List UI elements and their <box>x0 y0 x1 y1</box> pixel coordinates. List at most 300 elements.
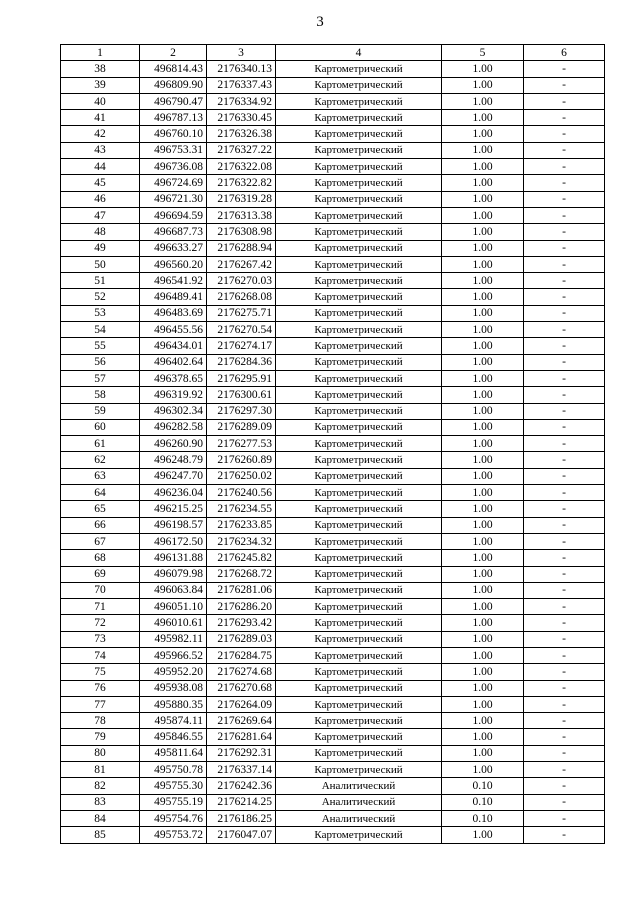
accuracy-cell: 1.00 <box>442 175 524 191</box>
note-cell: - <box>524 354 605 370</box>
table-row <box>61 631 605 647</box>
table-row <box>61 273 605 289</box>
y-coordinate-cell: 2176233.85 <box>207 517 276 533</box>
note-cell: - <box>524 289 605 305</box>
x-coordinate-cell: 496282.58 <box>140 419 207 435</box>
method-cell: Картометрический <box>276 745 442 761</box>
note-cell: - <box>524 713 605 729</box>
accuracy-cell: 1.00 <box>442 354 524 370</box>
x-coordinate-cell: 495753.72 <box>140 827 207 843</box>
point-number-cell: 56 <box>61 354 140 370</box>
x-coordinate-cell: 495938.08 <box>140 680 207 696</box>
x-coordinate-cell: 496172.50 <box>140 533 207 549</box>
accuracy-cell: 1.00 <box>442 207 524 223</box>
x-coordinate-cell: 496809.90 <box>140 77 207 93</box>
y-coordinate-cell: 2176245.82 <box>207 550 276 566</box>
method-cell: Картометрический <box>276 468 442 484</box>
point-number-cell: 79 <box>61 729 140 745</box>
note-cell: - <box>524 729 605 745</box>
point-number-cell: 65 <box>61 501 140 517</box>
note-cell: - <box>524 93 605 109</box>
method-cell: Картометрический <box>276 696 442 712</box>
table-row <box>61 713 605 729</box>
accuracy-cell: 1.00 <box>442 501 524 517</box>
y-coordinate-cell: 2176334.92 <box>207 93 276 109</box>
x-coordinate-cell: 496302.34 <box>140 403 207 419</box>
accuracy-cell: 1.00 <box>442 142 524 158</box>
note-cell: - <box>524 370 605 386</box>
note-cell: - <box>524 680 605 696</box>
table-row <box>61 485 605 501</box>
table-row <box>61 582 605 598</box>
note-cell: - <box>524 810 605 826</box>
accuracy-cell: 1.00 <box>442 713 524 729</box>
point-number-cell: 38 <box>61 61 140 77</box>
x-coordinate-cell: 496079.98 <box>140 566 207 582</box>
x-coordinate-cell: 496198.57 <box>140 517 207 533</box>
method-cell: Картометрический <box>276 305 442 321</box>
note-cell: - <box>524 827 605 843</box>
method-cell: Картометрический <box>276 403 442 419</box>
x-coordinate-cell: 496790.47 <box>140 93 207 109</box>
point-number-cell: 82 <box>61 778 140 794</box>
method-cell: Картометрический <box>276 599 442 615</box>
point-number-cell: 48 <box>61 224 140 240</box>
accuracy-cell: 1.00 <box>442 762 524 778</box>
method-cell: Картометрический <box>276 126 442 142</box>
coordinates-table <box>60 44 605 844</box>
note-cell: - <box>524 403 605 419</box>
x-coordinate-cell: 496010.61 <box>140 615 207 631</box>
note-cell: - <box>524 615 605 631</box>
x-coordinate-cell: 496051.10 <box>140 599 207 615</box>
method-cell: Картометрический <box>276 452 442 468</box>
method-cell: Картометрический <box>276 501 442 517</box>
table-row <box>61 110 605 126</box>
point-number-cell: 74 <box>61 647 140 663</box>
method-cell: Картометрический <box>276 207 442 223</box>
y-coordinate-cell: 2176292.31 <box>207 745 276 761</box>
y-coordinate-cell: 2176234.55 <box>207 501 276 517</box>
y-coordinate-cell: 2176270.54 <box>207 322 276 338</box>
column-header: 6 <box>524 45 605 61</box>
x-coordinate-cell: 495874.11 <box>140 713 207 729</box>
y-coordinate-cell: 2176330.45 <box>207 110 276 126</box>
point-number-cell: 66 <box>61 517 140 533</box>
point-number-cell: 44 <box>61 159 140 175</box>
table-row <box>61 93 605 109</box>
note-cell: - <box>524 61 605 77</box>
x-coordinate-cell: 496131.88 <box>140 550 207 566</box>
accuracy-cell: 1.00 <box>442 680 524 696</box>
x-coordinate-cell: 496724.69 <box>140 175 207 191</box>
point-number-cell: 58 <box>61 387 140 403</box>
page-number: 3 <box>316 14 324 30</box>
accuracy-cell: 1.00 <box>442 159 524 175</box>
accuracy-cell: 1.00 <box>442 631 524 647</box>
column-header: 2 <box>140 45 207 61</box>
note-cell: - <box>524 762 605 778</box>
table-row <box>61 566 605 582</box>
x-coordinate-cell: 496434.01 <box>140 338 207 354</box>
method-cell: Картометрический <box>276 175 442 191</box>
note-cell: - <box>524 696 605 712</box>
accuracy-cell: 1.00 <box>442 517 524 533</box>
table-row <box>61 370 605 386</box>
table-row <box>61 810 605 826</box>
y-coordinate-cell: 2176264.09 <box>207 696 276 712</box>
point-number-cell: 62 <box>61 452 140 468</box>
x-coordinate-cell: 495966.52 <box>140 647 207 663</box>
y-coordinate-cell: 2176270.68 <box>207 680 276 696</box>
x-coordinate-cell: 496694.59 <box>140 207 207 223</box>
y-coordinate-cell: 2176268.08 <box>207 289 276 305</box>
accuracy-cell: 1.00 <box>442 599 524 615</box>
note-cell: - <box>524 778 605 794</box>
point-number-cell: 46 <box>61 191 140 207</box>
method-cell: Картометрический <box>276 224 442 240</box>
x-coordinate-cell: 496402.64 <box>140 354 207 370</box>
table-row <box>61 159 605 175</box>
method-cell: Картометрический <box>276 713 442 729</box>
x-coordinate-cell: 495982.11 <box>140 631 207 647</box>
point-number-cell: 85 <box>61 827 140 843</box>
note-cell: - <box>524 485 605 501</box>
table-row <box>61 224 605 240</box>
table-row <box>61 827 605 843</box>
x-coordinate-cell: 496633.27 <box>140 240 207 256</box>
table-row <box>61 468 605 484</box>
note-cell: - <box>524 207 605 223</box>
accuracy-cell: 1.00 <box>442 61 524 77</box>
point-number-cell: 67 <box>61 533 140 549</box>
table-row <box>61 191 605 207</box>
table-row <box>61 354 605 370</box>
x-coordinate-cell: 495880.35 <box>140 696 207 712</box>
method-cell: Аналитический <box>276 778 442 794</box>
note-cell: - <box>524 126 605 142</box>
point-number-cell: 78 <box>61 713 140 729</box>
point-number-cell: 84 <box>61 810 140 826</box>
method-cell: Картометрический <box>276 142 442 158</box>
point-number-cell: 61 <box>61 436 140 452</box>
accuracy-cell: 1.00 <box>442 436 524 452</box>
x-coordinate-cell: 496378.65 <box>140 370 207 386</box>
x-coordinate-cell: 496541.92 <box>140 273 207 289</box>
table-row <box>61 305 605 321</box>
column-header: 1 <box>61 45 140 61</box>
point-number-cell: 42 <box>61 126 140 142</box>
method-cell: Картометрический <box>276 256 442 272</box>
point-number-cell: 53 <box>61 305 140 321</box>
y-coordinate-cell: 2176214.25 <box>207 794 276 810</box>
note-cell: - <box>524 273 605 289</box>
method-cell: Картометрический <box>276 680 442 696</box>
note-cell: - <box>524 110 605 126</box>
note-cell: - <box>524 338 605 354</box>
point-number-cell: 75 <box>61 664 140 680</box>
accuracy-cell: 1.00 <box>442 338 524 354</box>
accuracy-cell: 0.10 <box>442 778 524 794</box>
method-cell: Картометрический <box>276 729 442 745</box>
point-number-cell: 64 <box>61 485 140 501</box>
accuracy-cell: 1.00 <box>442 468 524 484</box>
x-coordinate-cell: 495952.20 <box>140 664 207 680</box>
y-coordinate-cell: 2176242.36 <box>207 778 276 794</box>
method-cell: Картометрический <box>276 517 442 533</box>
note-cell: - <box>524 468 605 484</box>
accuracy-cell: 1.00 <box>442 191 524 207</box>
table-row <box>61 680 605 696</box>
note-cell: - <box>524 501 605 517</box>
accuracy-cell: 1.00 <box>442 647 524 663</box>
point-number-cell: 45 <box>61 175 140 191</box>
accuracy-cell: 0.10 <box>442 810 524 826</box>
method-cell: Картометрический <box>276 110 442 126</box>
x-coordinate-cell: 495754.76 <box>140 810 207 826</box>
method-cell: Картометрический <box>276 338 442 354</box>
table-row <box>61 142 605 158</box>
method-cell: Картометрический <box>276 550 442 566</box>
point-number-cell: 72 <box>61 615 140 631</box>
note-cell: - <box>524 664 605 680</box>
table-row <box>61 533 605 549</box>
y-coordinate-cell: 2176281.64 <box>207 729 276 745</box>
x-coordinate-cell: 496063.84 <box>140 582 207 598</box>
note-cell: - <box>524 436 605 452</box>
y-coordinate-cell: 2176267.42 <box>207 256 276 272</box>
accuracy-cell: 1.00 <box>442 745 524 761</box>
accuracy-cell: 1.00 <box>442 664 524 680</box>
y-coordinate-cell: 2176289.09 <box>207 419 276 435</box>
y-coordinate-cell: 2176270.03 <box>207 273 276 289</box>
method-cell: Картометрический <box>276 61 442 77</box>
point-number-cell: 43 <box>61 142 140 158</box>
table-row <box>61 778 605 794</box>
y-coordinate-cell: 2176322.08 <box>207 159 276 175</box>
accuracy-cell: 1.00 <box>442 370 524 386</box>
x-coordinate-cell: 495811.64 <box>140 745 207 761</box>
method-cell: Картометрический <box>276 191 442 207</box>
note-cell: - <box>524 599 605 615</box>
y-coordinate-cell: 2176260.89 <box>207 452 276 468</box>
table-row <box>61 599 605 615</box>
point-number-cell: 41 <box>61 110 140 126</box>
y-coordinate-cell: 2176047.07 <box>207 827 276 843</box>
x-coordinate-cell: 496753.31 <box>140 142 207 158</box>
table-row <box>61 696 605 712</box>
accuracy-cell: 1.00 <box>442 550 524 566</box>
accuracy-cell: 1.00 <box>442 582 524 598</box>
note-cell: - <box>524 191 605 207</box>
method-cell: Картометрический <box>276 240 442 256</box>
accuracy-cell: 1.00 <box>442 419 524 435</box>
accuracy-cell: 1.00 <box>442 126 524 142</box>
method-cell: Картометрический <box>276 615 442 631</box>
method-cell: Картометрический <box>276 159 442 175</box>
x-coordinate-cell: 496319.92 <box>140 387 207 403</box>
point-number-cell: 80 <box>61 745 140 761</box>
point-number-cell: 81 <box>61 762 140 778</box>
accuracy-cell: 1.00 <box>442 387 524 403</box>
point-number-cell: 54 <box>61 322 140 338</box>
point-number-cell: 83 <box>61 794 140 810</box>
table-row <box>61 207 605 223</box>
method-cell: Картометрический <box>276 387 442 403</box>
y-coordinate-cell: 2176281.06 <box>207 582 276 598</box>
table-row <box>61 729 605 745</box>
note-cell: - <box>524 419 605 435</box>
point-number-cell: 49 <box>61 240 140 256</box>
point-number-cell: 40 <box>61 93 140 109</box>
point-number-cell: 47 <box>61 207 140 223</box>
x-coordinate-cell: 495755.19 <box>140 794 207 810</box>
accuracy-cell: 1.00 <box>442 289 524 305</box>
y-coordinate-cell: 2176293.42 <box>207 615 276 631</box>
table-row <box>61 61 605 77</box>
note-cell: - <box>524 517 605 533</box>
y-coordinate-cell: 2176300.61 <box>207 387 276 403</box>
accuracy-cell: 1.00 <box>442 240 524 256</box>
y-coordinate-cell: 2176327.22 <box>207 142 276 158</box>
point-number-cell: 68 <box>61 550 140 566</box>
table-row <box>61 745 605 761</box>
table-row <box>61 256 605 272</box>
y-coordinate-cell: 2176284.75 <box>207 647 276 663</box>
method-cell: Картометрический <box>276 582 442 598</box>
note-cell: - <box>524 387 605 403</box>
table-row <box>61 550 605 566</box>
y-coordinate-cell: 2176289.03 <box>207 631 276 647</box>
table-row <box>61 436 605 452</box>
method-cell: Картометрический <box>276 631 442 647</box>
accuracy-cell: 1.00 <box>442 827 524 843</box>
y-coordinate-cell: 2176326.38 <box>207 126 276 142</box>
table-row <box>61 615 605 631</box>
table-row <box>61 175 605 191</box>
method-cell: Картометрический <box>276 436 442 452</box>
x-coordinate-cell: 496483.69 <box>140 305 207 321</box>
y-coordinate-cell: 2176234.32 <box>207 533 276 549</box>
accuracy-cell: 1.00 <box>442 452 524 468</box>
x-coordinate-cell: 496721.30 <box>140 191 207 207</box>
note-cell: - <box>524 224 605 240</box>
y-coordinate-cell: 2176337.43 <box>207 77 276 93</box>
method-cell: Аналитический <box>276 794 442 810</box>
point-number-cell: 71 <box>61 599 140 615</box>
accuracy-cell: 1.00 <box>442 729 524 745</box>
y-coordinate-cell: 2176337.14 <box>207 762 276 778</box>
accuracy-cell: 1.00 <box>442 533 524 549</box>
table-row <box>61 419 605 435</box>
table-row <box>61 762 605 778</box>
accuracy-cell: 1.00 <box>442 224 524 240</box>
x-coordinate-cell: 496489.41 <box>140 289 207 305</box>
y-coordinate-cell: 2176295.91 <box>207 370 276 386</box>
note-cell: - <box>524 452 605 468</box>
note-cell: - <box>524 647 605 663</box>
point-number-cell: 63 <box>61 468 140 484</box>
point-number-cell: 60 <box>61 419 140 435</box>
column-header: 3 <box>207 45 276 61</box>
note-cell: - <box>524 142 605 158</box>
point-number-cell: 76 <box>61 680 140 696</box>
x-coordinate-cell: 495750.78 <box>140 762 207 778</box>
y-coordinate-cell: 2176274.17 <box>207 338 276 354</box>
note-cell: - <box>524 794 605 810</box>
note-cell: - <box>524 305 605 321</box>
y-coordinate-cell: 2176322.82 <box>207 175 276 191</box>
method-cell: Картометрический <box>276 322 442 338</box>
accuracy-cell: 1.00 <box>442 566 524 582</box>
y-coordinate-cell: 2176275.71 <box>207 305 276 321</box>
y-coordinate-cell: 2176268.72 <box>207 566 276 582</box>
table-row <box>61 517 605 533</box>
x-coordinate-cell: 495846.55 <box>140 729 207 745</box>
table-row <box>61 387 605 403</box>
method-cell: Картометрический <box>276 370 442 386</box>
x-coordinate-cell: 496560.20 <box>140 256 207 272</box>
accuracy-cell: 1.00 <box>442 485 524 501</box>
method-cell: Картометрический <box>276 647 442 663</box>
column-header: 4 <box>276 45 442 61</box>
method-cell: Картометрический <box>276 827 442 843</box>
method-cell: Картометрический <box>276 273 442 289</box>
note-cell: - <box>524 582 605 598</box>
table-row <box>61 452 605 468</box>
point-number-cell: 77 <box>61 696 140 712</box>
y-coordinate-cell: 2176269.64 <box>207 713 276 729</box>
x-coordinate-cell: 495755.30 <box>140 778 207 794</box>
column-header: 5 <box>442 45 524 61</box>
method-cell: Картометрический <box>276 419 442 435</box>
y-coordinate-cell: 2176319.28 <box>207 191 276 207</box>
table-row <box>61 647 605 663</box>
point-number-cell: 59 <box>61 403 140 419</box>
note-cell: - <box>524 550 605 566</box>
accuracy-cell: 1.00 <box>442 403 524 419</box>
accuracy-cell: 1.00 <box>442 110 524 126</box>
y-coordinate-cell: 2176186.25 <box>207 810 276 826</box>
table-row <box>61 126 605 142</box>
table-row <box>61 322 605 338</box>
y-coordinate-cell: 2176250.02 <box>207 468 276 484</box>
note-cell: - <box>524 322 605 338</box>
point-number-cell: 55 <box>61 338 140 354</box>
accuracy-cell: 1.00 <box>442 615 524 631</box>
method-cell: Картометрический <box>276 93 442 109</box>
point-number-cell: 70 <box>61 582 140 598</box>
note-cell: - <box>524 159 605 175</box>
x-coordinate-cell: 496814.43 <box>140 61 207 77</box>
point-number-cell: 73 <box>61 631 140 647</box>
accuracy-cell: 1.00 <box>442 77 524 93</box>
accuracy-cell: 1.00 <box>442 93 524 109</box>
method-cell: Картометрический <box>276 533 442 549</box>
table-row <box>61 77 605 93</box>
x-coordinate-cell: 496236.04 <box>140 485 207 501</box>
y-coordinate-cell: 2176286.20 <box>207 599 276 615</box>
note-cell: - <box>524 745 605 761</box>
point-number-cell: 51 <box>61 273 140 289</box>
method-cell: Картометрический <box>276 566 442 582</box>
accuracy-cell: 1.00 <box>442 322 524 338</box>
x-coordinate-cell: 496455.56 <box>140 322 207 338</box>
method-cell: Картометрический <box>276 762 442 778</box>
x-coordinate-cell: 496736.08 <box>140 159 207 175</box>
table-row <box>61 289 605 305</box>
table-header-row <box>61 45 605 61</box>
